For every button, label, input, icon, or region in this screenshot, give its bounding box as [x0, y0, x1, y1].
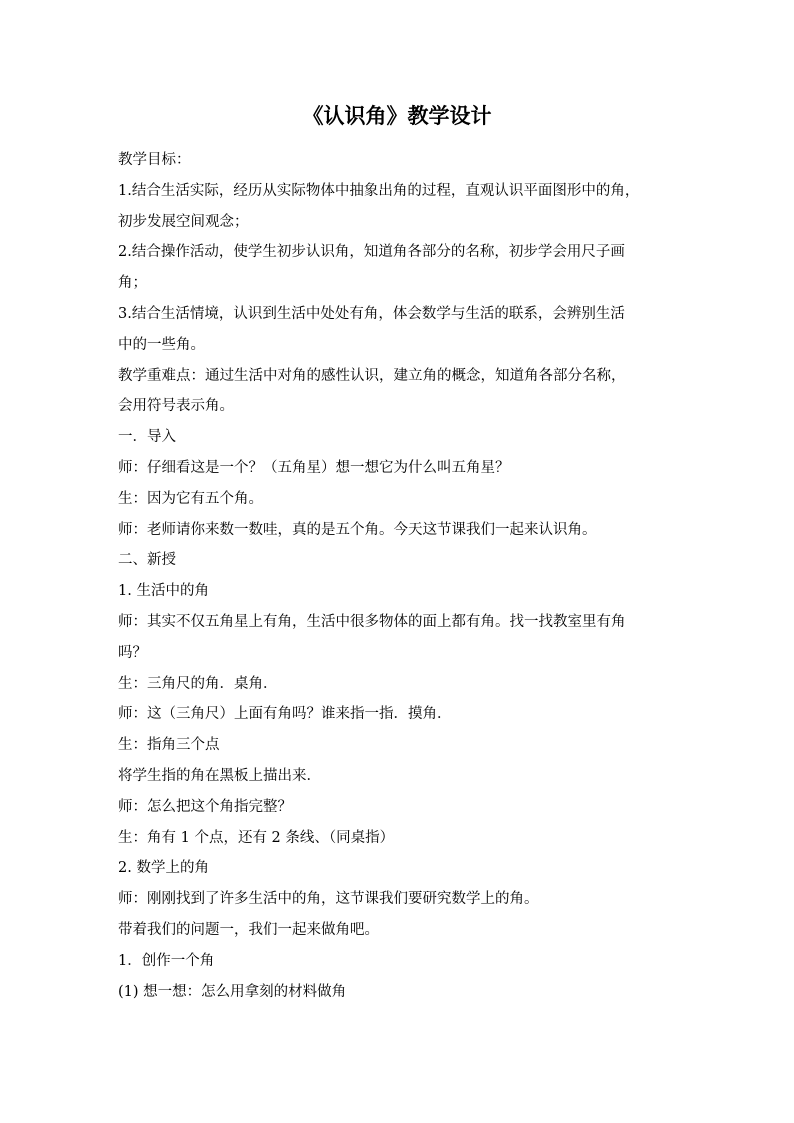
body-line: 2.结合操作活动，使学生初步认识角，知道角各部分的名称，初步学会用尺子画 [118, 244, 625, 261]
body-line: 师：怎么把这个角指完整？ [118, 798, 292, 815]
body-line: 师：仔细看这是一个？（五角星）想一想它为什么叫五角星？ [118, 459, 510, 476]
body-line: 2. 数学上的角 [118, 860, 209, 877]
body-line: 一．导入 [118, 429, 176, 446]
body-line: 1．创作一个角 [118, 952, 215, 969]
body-line: 初步发展空间观念； [118, 213, 249, 230]
body-line: 生：三角尺的角．桌角． [118, 675, 278, 692]
body-line: 师：老师请你来数一数哇，真的是五个角。今天这节课我们一起来认识角。 [118, 521, 597, 538]
body-line: 二、新授 [118, 552, 176, 569]
body-line: 师：其实不仅五角星上有角，生活中很多物体的面上都有角。找一找教室里有角 [118, 613, 626, 630]
body-line: 师：这（三角尺）上面有角吗？谁来指一指．摸角． [118, 706, 452, 723]
body-line: 生：指角三个点 [118, 737, 220, 754]
body-line: 1.结合生活实际，经历从实际物体中抽象出角的过程，直观认识平面图形中的角， [118, 182, 640, 199]
body-line: 角； [118, 275, 147, 292]
body-line: 生：因为它有五个角。 [118, 490, 263, 507]
body-line: 教学重难点：通过生活中对角的感性认识，建立角的概念，知道角各部分名称， [118, 367, 626, 384]
document-title: 《认识角》教学设计 [302, 103, 492, 128]
body-line: (1) 想一想：怎么用拿刻的材料做角 [118, 983, 347, 1000]
body-line: 中的一些角。 [118, 336, 205, 353]
body-line: 带着我们的问题一，我们一起来做角吧。 [118, 921, 379, 938]
body-line: 1. 生活中的角 [118, 583, 209, 600]
document-body [118, 145, 678, 1007]
body-line: 3.结合生活情境，认识到生活中处处有角，体会数学与生活的联系，会辨别生活 [118, 305, 625, 322]
body-line: 吗？ [118, 644, 147, 661]
body-line: 会用符号表示角。 [118, 398, 234, 415]
body-line: 师：刚刚找到了许多生活中的角，这节课我们要研究数学上的角。 [118, 891, 539, 908]
body-line: 生：角有 1 个点，还有 2 条线、（同桌指） [118, 829, 395, 846]
body-line: 将学生指的角在黑板上描出来． [118, 767, 321, 784]
body-line: 教学目标： [118, 152, 191, 168]
